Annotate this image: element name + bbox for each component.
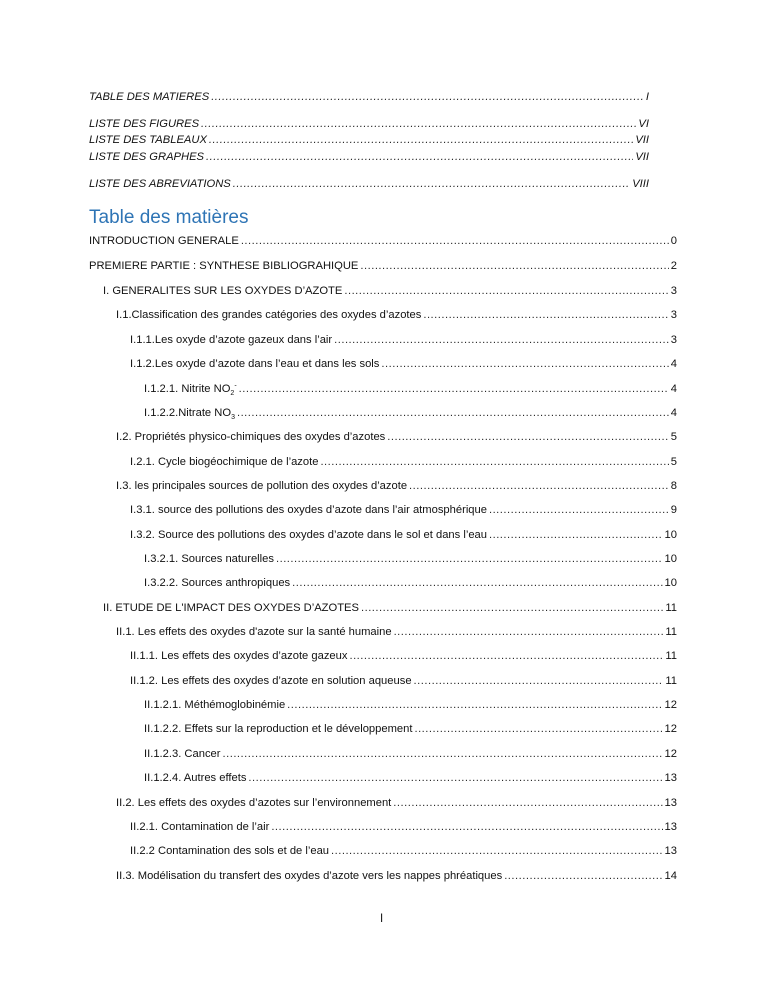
entry-label: LISTE DES TABLEAUX [89, 134, 207, 146]
dot-leader [489, 503, 669, 517]
toc-entry[interactable] [130, 674, 677, 688]
toc-title: Table des matières [89, 207, 249, 228]
entry-label: I.3.2. Source des pollutions des oxydes d’azote dans le sol et dans l’eau [130, 529, 487, 541]
entry-page: 13 [664, 772, 677, 784]
dot-leader [381, 357, 668, 371]
dot-leader [292, 576, 662, 590]
entry-page: 10 [664, 577, 677, 589]
dot-leader [504, 869, 662, 883]
toc-entry[interactable] [144, 722, 677, 736]
dot-leader [393, 796, 662, 810]
dot-leader [276, 552, 663, 566]
dot-leader [423, 308, 668, 322]
entry-label: II.1.2. Les effets des oxydes d’azote en solution aqueuse [130, 675, 412, 687]
dot-leader [287, 698, 662, 712]
dot-leader [360, 259, 668, 273]
dot-leader [320, 455, 668, 469]
entry-label: II.1.2.3. Cancer [144, 748, 221, 760]
toc-entry[interactable] [103, 284, 677, 298]
entry-page: VIII [632, 178, 649, 190]
entry-label: II.1.2.4. Autres effets [144, 772, 247, 784]
dot-leader [361, 601, 663, 615]
toc-entry[interactable] [130, 649, 677, 663]
toc-entry[interactable] [144, 382, 677, 396]
entry-page: I [645, 91, 649, 103]
entry-page: 11 [665, 602, 677, 614]
formula-subscript: 2 [230, 390, 235, 398]
entry-label: I.3.2.1. Sources naturelles [144, 553, 274, 565]
toc-entry[interactable] [116, 625, 677, 639]
entry-label: INTRODUCTION GENERALE [89, 235, 239, 247]
entry-label: II.2.1. Contamination de l’air [130, 821, 270, 833]
toc-entry[interactable] [103, 601, 677, 615]
entry-page: 4 [670, 358, 677, 370]
dot-leader [349, 649, 663, 663]
toc-entry[interactable] [130, 503, 677, 517]
entry-label: I.1.2.Les oxyde d’azote dans l’eau et dans les sols [130, 358, 380, 370]
toc-entry[interactable] [144, 771, 677, 785]
entry-label: II.1.2.2. Effets sur la reproduction et le développement [144, 723, 413, 735]
dot-leader [211, 90, 644, 104]
entry-label: LISTE DES ABREVIATIONS [89, 178, 231, 190]
entry-label: II.2.2 Contamination des sols et de l’eau [130, 845, 330, 857]
list-entry-tableaux[interactable] [89, 133, 649, 147]
entry-page: 11 [665, 650, 677, 662]
entry-page: 10 [664, 553, 677, 565]
toc-entry[interactable] [144, 747, 677, 761]
entry-page: 9 [670, 504, 677, 516]
entry-label: LISTE DES GRAPHES [89, 151, 205, 163]
entry-page: 0 [670, 235, 677, 247]
dot-leader [239, 382, 669, 396]
dot-leader [233, 177, 630, 191]
toc-entry[interactable] [130, 820, 677, 834]
entry-page: 4 [670, 383, 677, 395]
entry-label: I.1.Classification des grandes catégories des oxydes d’azotes [116, 309, 422, 321]
entry-page: 8 [670, 480, 677, 492]
entry-label: I.1.2.2.Nitrate $NO_3$ [144, 407, 235, 422]
entry-label: II.3. Modélisation du transfert des oxydes d’azote vers les nappes phréatiques [116, 870, 503, 882]
entry-page: 2 [670, 260, 677, 272]
entry-label: I.1.2.1. Nitrite $NO_2^-$ [144, 382, 237, 398]
list-entry-figures[interactable] [89, 117, 649, 131]
dot-leader [414, 674, 664, 688]
dot-leader [209, 133, 633, 147]
dot-leader [489, 528, 663, 542]
toc-entry[interactable] [116, 430, 677, 444]
dot-leader [248, 771, 662, 785]
toc-entry[interactable] [130, 528, 677, 542]
entry-label: I.1.1.Les oxyde d’azote gazeux dans l’air [130, 334, 333, 346]
entry-page: 12 [664, 748, 677, 760]
entry-label: I. GENERALITES SUR LES OXYDES D’AZOTE [103, 285, 343, 297]
entry-page: 10 [664, 529, 677, 541]
toc-entry[interactable] [130, 455, 677, 469]
toc-entry[interactable] [130, 844, 677, 858]
dot-leader [223, 747, 663, 761]
toc-entry[interactable] [116, 796, 677, 810]
dot-leader [334, 333, 669, 347]
entry-page: 12 [664, 723, 677, 735]
list-entry-abreviations[interactable] [89, 177, 649, 191]
entry-label: TABLE DES MATIERES [89, 91, 210, 103]
entry-page: 13 [664, 821, 677, 833]
formula-subscript: 3 [231, 414, 235, 422]
formula-superscript: - [234, 382, 237, 390]
entry-page: 3 [670, 334, 677, 346]
entry-page: 13 [664, 845, 677, 857]
toc-entry[interactable] [116, 869, 677, 883]
entry-page: 5 [670, 456, 677, 468]
toc-entry[interactable] [116, 479, 677, 493]
entry-page: 13 [664, 797, 677, 809]
dot-leader [271, 820, 662, 834]
dot-leader [241, 234, 669, 248]
toc-entry[interactable] [89, 234, 677, 248]
entry-label: I.2.1. Cycle biogéochimique de l’azote [130, 456, 319, 468]
entry-page: 11 [665, 675, 677, 687]
toc-entry[interactable] [130, 357, 677, 371]
toc-entry[interactable] [144, 576, 677, 590]
entry-label: I.3.1. source des pollutions des oxydes d’azote dans l’air atmosphérique [130, 504, 487, 516]
entry-label: II. ETUDE DE L'IMPACT DES OXYDES D’AZOTES [103, 602, 359, 614]
entry-label: I.3.2.2. Sources anthropiques [144, 577, 291, 589]
dot-leader [237, 406, 669, 420]
entry-page: 14 [664, 870, 677, 882]
entry-page: 3 [670, 309, 677, 321]
entry-label: I.3. les principales sources de pollution des oxydes d’azote [116, 480, 408, 492]
toc-entry[interactable] [144, 698, 677, 712]
toc-entry[interactable] [130, 333, 677, 347]
toc-entry[interactable] [144, 552, 677, 566]
entry-label: I.2. Propriétés physico-chimiques des oxydes d’azotes [116, 431, 386, 443]
entry-page: 5 [670, 431, 677, 443]
entry-label: LISTE DES FIGURES [89, 118, 200, 130]
entry-page: VII [635, 134, 649, 146]
entry-label: II.1. Les effets des oxydes d'azote sur la santé humaine [116, 626, 392, 638]
entry-label: PREMIERE PARTIE : SYNTHESE BIBLIOGRAHIQUE [89, 260, 359, 272]
entry-page: 11 [665, 626, 677, 638]
entry-label: II.2. Les effets des oxydes d’azotes sur l’environnement [116, 797, 392, 809]
entry-page: VI [638, 118, 649, 130]
dot-leader [206, 150, 633, 164]
dot-leader [414, 722, 662, 736]
dot-leader [331, 844, 663, 858]
dot-leader [201, 117, 636, 131]
entry-page: VII [635, 151, 649, 163]
entry-label: II.1.1. Les effets des oxydes d’azote gazeux [130, 650, 348, 662]
entry-page: 4 [670, 407, 677, 419]
list-entry-table-des-matieres[interactable] [89, 90, 649, 104]
page-number: I [380, 913, 384, 925]
dot-leader [409, 479, 669, 493]
entry-page: 12 [664, 699, 677, 711]
dot-leader [394, 625, 664, 639]
dot-leader [387, 430, 669, 444]
entry-page: 3 [670, 285, 677, 297]
toc-entry[interactable] [89, 259, 677, 273]
toc-entry[interactable] [116, 308, 677, 322]
list-entry-graphes[interactable] [89, 150, 649, 164]
dot-leader [344, 284, 668, 298]
toc-entry[interactable] [144, 406, 677, 420]
entry-label: II.1.2.1. Méthémoglobinémie [144, 699, 286, 711]
